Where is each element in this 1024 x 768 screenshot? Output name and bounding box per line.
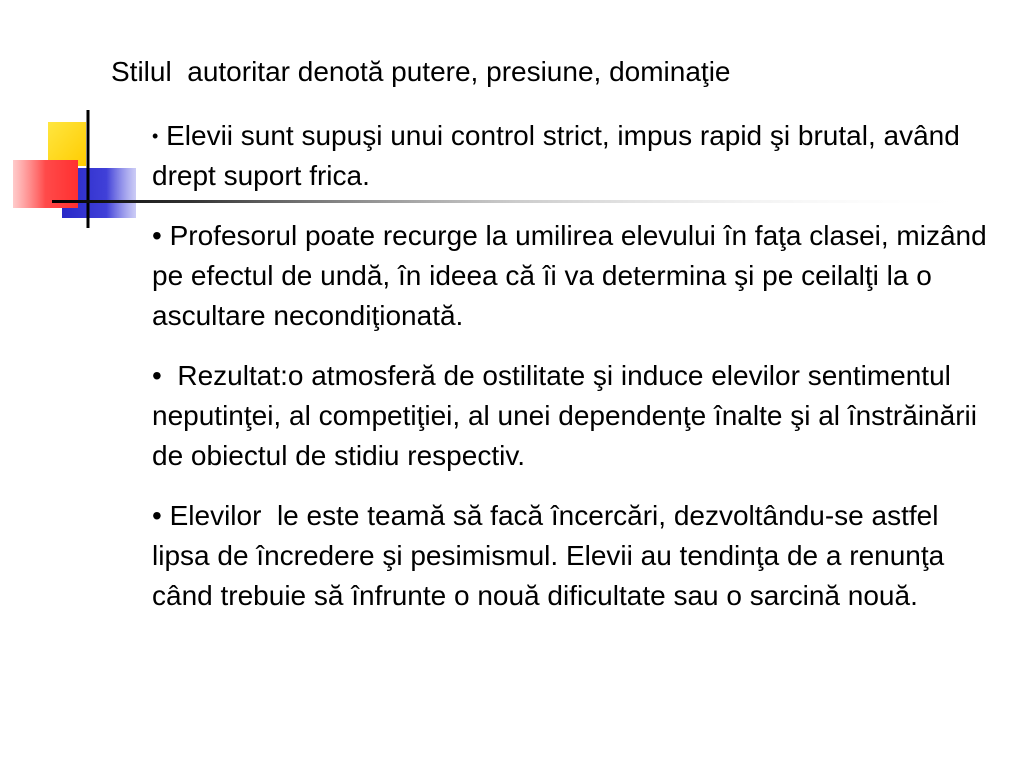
slide-title: Stilul autoritar denotă putere, presiune, dominaţie (111, 56, 731, 87)
bullet-item (152, 216, 995, 336)
bullet-item (152, 356, 988, 476)
bullet-marker: • (152, 500, 162, 531)
bullet-item (152, 116, 988, 196)
bullet-text: Rezultat:o atmosferă de ostilitate şi induce elevilor sentimentul neputinţei, al competiţiei, al unei dependenţe înalte şi al înstrăinării de obiectul de stidiu respectiv. (152, 360, 985, 471)
bullet-text: Elevii sunt supuşi unui control strict, impus rapid şi brutal, având drept suport frica. (152, 120, 968, 191)
bullet-text: Elevilor le este teamă să facă încercări, dezvoltându-se astfel lipsa de încredere şi pesimismul. Elevii au tendinţa de a renunţa când trebuie să înfrunte o nouă dificultate sau o sarcină nouă. (152, 500, 952, 611)
yellow-square (48, 122, 86, 166)
bullet-marker: • (152, 126, 159, 146)
bullet-item (152, 496, 988, 616)
bullet-text: Profesorul poate recurge la umilirea elevului în faţa clasei, mizând pe efectul de undă, în ideea că îi va determina şi pe ceilalţi la o ascultare necondiţionată. (152, 220, 995, 331)
bullet-marker: • (152, 360, 162, 391)
bullet-list (152, 116, 995, 636)
bullet-marker: • (152, 220, 162, 251)
